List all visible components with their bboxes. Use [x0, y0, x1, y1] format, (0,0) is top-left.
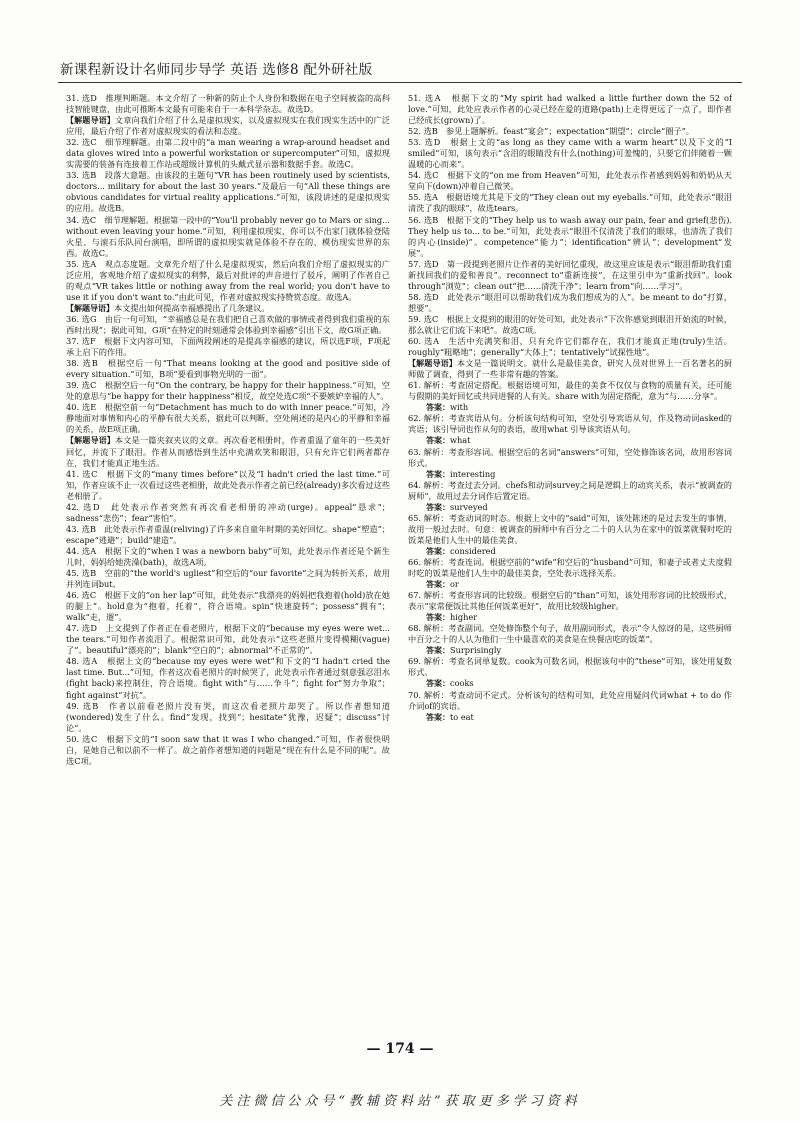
answer-line [408, 546, 732, 557]
answer-entry: 31. 选D 推理判断题。本文介绍了一种新的防止个人身份和数据在电子空间被盗的高科技智能键盘，由此可推断本文最有可能来自于一本科学杂志。故选D。 [66, 93, 390, 115]
answer-entry: 67. 解析：考查形容词的比较级。根据空后的“than”可知，该处用形容词的比较级形式，表示“家常便饭比其他任何饭菜更好”，故用比较级higher。 [408, 590, 732, 612]
footer-note: 关注微信公众号“教辅资料站”获取更多学习资料 [219, 1094, 581, 1109]
page-header [58, 56, 742, 83]
answer-entry: 64. 解析：考查过去分词。chefs和动词survey之间是逻辑上的动宾关系，表示“被调查的厨师”，故用过去分词作后置定语。 [408, 479, 732, 501]
section-text: 本文是一篇夹叙夹议的文章。再次看老相册时，作者重温了童年的一些美好回忆，并流下了眼泪。作者从而感悟到生活中充满欢笑和眼泪，只有允许它们两者都存在，我们才能真正地生活。 [66, 435, 390, 468]
answer-entry: 39. 选C 根据空后一句“On the contrary, be happy for their happiness.”可知，空处的意思与“be happy for their happiness”相反，故空处选C项“不要嫉妒幸福的人”。 [66, 380, 390, 402]
answer-entry: 37. 选F 根据下文内容可知，下面两段阐述的是提高幸福感的建议，所以选F项，F项起承上启下的作用。 [66, 336, 390, 358]
answer-entry: 47. 选D 上文提到了作者正在看老照片，根据下文的“because my eyes were wet... the tears.”可知作者流泪了。根据常识可知，此处表示“这些老照片变得模糊(vague)了”。beautiful“漂亮的”；blank“空白的”；abnormal“不正常的”。 [66, 623, 390, 656]
answer-entry: 44. 选A 根据下文的“when I was a newborn baby”可知，此处表示作者还是个新生儿时，妈妈给她洗澡(bath)，故选A项。 [66, 545, 390, 567]
answer-label: 答案： [426, 403, 450, 413]
answer-entry: 55. 选A 根据语境尤其是下文的“They clean out my eyeballs.”可知，此处表示“眼泪清洗了我的眼球”，故选tears。 [408, 192, 732, 214]
answer-line [408, 678, 732, 689]
answer-entry: 36. 选G 由后一句可知，“幸福感总是在我们把自己喜欢做的事情或者得到我们重视的东西时出现”；据此可知，G项“在特定的时刻通常会体验到幸福感”引出下文，故G项正确。 [66, 313, 390, 335]
answer-entry: 61. 解析：考查固定搭配。根据语境可知，最佳的美食不仅仅与食物的质量有关，还可能与假期的美好回忆或共同进餐的人有关。share with为固定搭配，意为“与……分享”。 [408, 380, 732, 402]
answer-entry: 41. 选C 根据下文的“many times before”以及“I hadn't cried the last time.”可知，作者应该不止一次看过这些老相册，故此处表示作者之前已经(already)多次看过这些老相册了。 [66, 468, 390, 501]
answer-entry: 49. 选B 作者以前看老照片没有哭，而这次看老照片却哭了。所以作者想知道(wondered)发生了什么。find“发现，找到”；hesitate“犹豫，迟疑”；discuss“讨论”。 [66, 700, 390, 733]
answer-entry: 42. 选D 此处表示作者突然有再次看老相册的冲动(urge)。appeal“恳求”；sadness“悲伤”；fear“害怕”。 [66, 501, 390, 523]
answer-line [408, 645, 732, 656]
answer-label: 答案： [426, 679, 450, 689]
answer-entry: 57. 选D 第一段提到老照片让作者的美好回忆重现，故这里应该是表示“眼泪帮助我们重新找回我们的爱和善良”。reconnect to“重新连接”，在这里引申为“重新找回”。look through“浏览”；clean out“把……清洗干净”；learn from“向……学习”。 [408, 258, 732, 291]
section-intro [66, 303, 390, 314]
left-column [66, 93, 390, 1038]
answer-entry: 54. 选C 根据下文的“on me from Heaven”可知，此处表示作者感到妈妈和奶奶从天堂向下(down)冲着自己微笑。 [408, 170, 732, 192]
answer-line [408, 502, 732, 513]
answer-entry: 62. 解析：考查宾语从句。分析该句结构可知，空处引导宾语从句，作及物动词asked的宾语；该引导词也作从句的表语，故用what 引导该宾语从句。 [408, 413, 732, 435]
answer-line [408, 402, 732, 413]
answer-entry: 63. 解析：考查形容词。根据空后的名词“answers”可知，空处修饰该名词，故用形容词形式。 [408, 446, 732, 468]
answer-label: 答案： [426, 546, 450, 556]
answer-line [408, 612, 732, 623]
answer-label: 答案： [426, 502, 450, 512]
answer-label: 答案： [426, 613, 450, 623]
answer-text: Surprisingly [450, 645, 502, 656]
answer-text: with [450, 402, 469, 413]
answer-text: surveyed [450, 501, 488, 512]
section-text: 文章向我们介绍了什么是虚拟现实，以及虚拟现实在我们现实生活中的广泛应用，最后介绍了作者对虚拟现实的看法和态度。 [66, 115, 390, 137]
answer-entry: 70. 解析：考查动词不定式。分析该句的结构可知，此处应用疑问代词what + to do 作介词of的宾语。 [408, 689, 732, 711]
section-label: 【解题导语】 [66, 116, 115, 126]
answer-line [408, 469, 732, 480]
section-intro [66, 435, 390, 468]
answer-line [408, 435, 732, 446]
answer-label: 答案： [426, 712, 450, 722]
answer-line [408, 579, 732, 590]
answer-entry: 34. 选C 细节理解题。根据第一段中的“You'll probably never go to Mars or sing... without even leaving your home.”可知，利用虚拟现实，你可以不出家门就体验登陆火星、与滚石乐队同台演唱，即所谓的虚拟现实就是体验不存在的、模仿现实世界的东西。故选C。 [66, 214, 390, 258]
answer-text: what [450, 435, 471, 446]
answer-text: higher [450, 612, 478, 623]
answer-text: to eat [450, 711, 474, 722]
answer-entry: 58. 选D 此处表示“眼泪可以帮助我们成为我们想成为的人”。be meant to do“打算，想要”。 [408, 291, 732, 313]
answer-text: considered [450, 545, 496, 556]
section-text: 本文是一篇说明文。就什么是最佳美食，研究人员对世界上一百名著名的厨师做了调查，得到了一些非常有趣的答案。 [408, 358, 732, 380]
section-intro [408, 358, 732, 380]
answer-entry: 32. 选C 细节理解题。由第二段中的“a man wearing a wrap-around headset and data gloves wired into a powerful workstation or supercomputer”可知，虚拟现实需要的装备有连接着工作站或超级计算机的头戴式显示器和数据手套。故选C。 [66, 137, 390, 170]
section-label: 【解题导语】 [66, 436, 115, 446]
answer-entry: 51. 选A 根据下文的“My spirit had walked a little further down the 52 of love.”可知，此处应表示作者的心灵已经在爱的道路(path)上走得更远了一点了，即作者已经成长(grown)了。 [408, 93, 732, 126]
answer-entry: 56. 选B 根据下文的“They help us to wash away our pain, fear and grief(悲伤). They help us to... to be.”可知，此处表示“眼泪不仅清洗了我们的眼球，也清洗了我们的内心(inside)”。competence“能力”；identification“辨认”；development“发展”。 [408, 214, 732, 258]
answer-text: or [450, 579, 459, 590]
right-column [408, 93, 732, 1038]
answer-entry: 33. 选B 段落大意题。由该段的主题句“VR has been routinely used by scientists, doctors... military for about the last 30 years.”及最后一句“All these things are obvious candidates for virtual reality applications.”可知，该段讲述的是虚拟现实的应用。故选B。 [66, 170, 390, 214]
section-text: 本文提出如何提高幸福感提出了几条建议。 [114, 302, 270, 313]
answer-label: 答案： [426, 469, 450, 479]
answer-entry: 45. 选B 空前的“the world's ugliest”和空后的“our favorite”之间为转折关系，故用并列连词but。 [66, 568, 390, 590]
section-intro [66, 115, 390, 137]
answer-entry: 35. 选A 观点态度题。文章先介绍了什么是虚拟现实，然后向我们介绍了虚拟现实的广泛应用，客观地介绍了虚拟现实的利弊，最后对批评的声音进行了驳斥，阐明了作者自己的观点“VR takes little or nothing away from the real world; you don't have to use it if you don't want to.”由此可见，作者对虚拟现实持赞赏态度。故选A。 [66, 258, 390, 302]
answer-entry: 53. 选D 根据上文的“as long as they came with a warm heart”以及下文的“I smiled”可知，该句表示“含泪的眼睛没有什么(nothing)可羞愧的，只要它们伴随着一颗温暖的心而来”。 [408, 137, 732, 170]
answer-entry: 66. 解析：考查连词。根据空前的“wife”和空后的“husband”可知，和妻子或者丈夫度假时吃的饭菜是他们人生中的最佳美食，空处表示选择关系。 [408, 556, 732, 579]
section-label: 【解题导语】 [66, 303, 114, 313]
answer-entry: 52. 选B 参见上题解析。feast“宴会”；expectation“期望”；circle“圈子”。 [408, 126, 694, 137]
answer-label: 答案： [426, 646, 450, 656]
answer-line [408, 712, 732, 723]
section-label: 【解题导语】 [408, 359, 457, 369]
answer-entry: 65. 解析：考查动词的时态。根据上文中的“said”可知，该处陈述的是过去发生的事情，故用一般过去时。句意：被调查的厨师中有百分之二十的人认为在家中的饭菜就餐时吃的饭菜是他们人生中的最佳美食。 [408, 512, 732, 545]
answer-text: cooks [450, 678, 474, 689]
answer-label: 答案： [426, 580, 450, 590]
answer-entry: 38. 选B 根据空后一句“That means looking at the good and positive side of every situation.”可知，B项“要看到事物光明的一面”。 [66, 358, 390, 380]
answer-entry: 59. 选C 根据上文提到的眼泪的好处可知，此处表示“下次你感觉到眼泪开始流的时候，那么就让它们流下来吧”。故选C项。 [408, 313, 732, 335]
answer-entry: 48. 选A 根据上文的“because my eyes were wet”和下文的“I hadn't cried the last time. But...”可知，作者这次看老照片的时候哭了，此处表示作者通过刻意强忍泪水(fight back)来控制住，符合语境。fight with“与……争斗”；fight for“努力争取”；fight against“对抗”。 [66, 656, 390, 700]
answer-label: 答案： [426, 436, 450, 446]
answer-text: interesting [450, 468, 496, 479]
answer-entry: 69. 解析：考查名词单复数。cook为可数名词，根据该句中的“these”可知，该处用复数形式。 [408, 656, 732, 678]
answer-entry: 60. 选A 生活中充满笑和泪，只有允许它们都存在，我们才能真正地(truly)生活。roughly“粗略地”；generally“大体上”；tentatively“试探性地”。 [408, 336, 732, 358]
book-title: 新课程新设计名师同步导学 英语 选修8 配外研社版 [60, 62, 373, 78]
answer-entry: 68. 解析：考查副词。空处修饰整个句子，故用副词形式，表示“令人惊讶的是，这些厨师中百分之十的人认为他们一生中最喜欢的美食是在快餐店吃的饭菜”。 [408, 623, 732, 645]
page-number: — 174 — [366, 1041, 434, 1057]
answer-entry: 40. 选E 根据空前一句“Detachment has much to do with inner peace.”可知，冷静地面对事情和内心的平静有很大关系，据此可以判断，空处阐述的是内心的平静和幸福的关系，故E项正确。 [66, 402, 390, 435]
answer-entry: 50. 选C 根据下文的“I soon saw that it was I who changed.”可知，作者很快明白，是她自己和以前不一样了。故之前作者想知道的问题是“现在有什么是不同的呢”。故选C项。 [66, 733, 390, 766]
answer-entry: 43. 选B 此处表示作者重温(reliving)了许多来自童年时期的美好回忆。shape“塑造”；escape“逃避”；build“建造”。 [66, 523, 390, 545]
answer-entry: 46. 选C 根据下文的“on her lap”可知，此处表示“我漂亮的妈妈把我抱着(hold)放在她的腿上”。hold意为“抱着，托着”，符合语境。spin“快速旋转”；possess“拥有”；walk“走，遛”。 [66, 590, 390, 623]
